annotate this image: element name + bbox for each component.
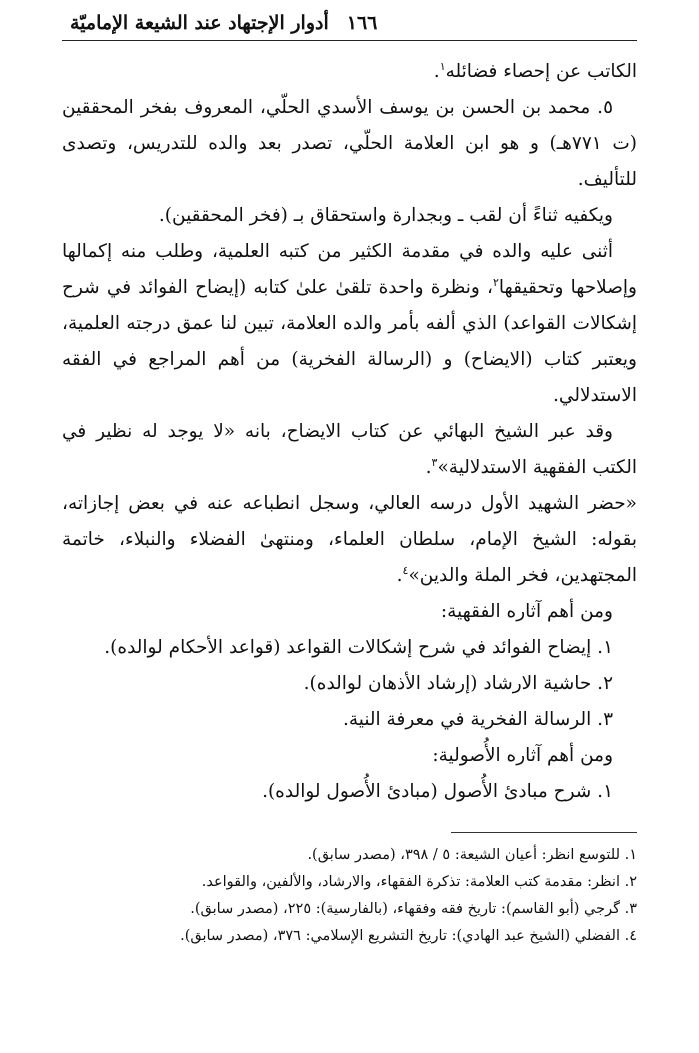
page-number: ١٦٦ (346, 12, 378, 34)
usul-work-1: ١. شرح مبادئ الأُصول (مبادئ الأُصول لوالده). (262, 781, 613, 802)
fiqh-work-1: ١. إيضاح الفوائد في شرح إشكالات القواعد (قواعد الأحكام لوالده). (104, 637, 613, 658)
footnote-1: ١. للتوسع انظر: أعيان الشيعة: ٥ / ٣٩٨، (مصدر سابق). (307, 847, 637, 863)
footnote-2: ٢. انظر: مقدمة كتب العلامة: تذكرة الفقهاء، والارشاد، والألفين، والقواعد. (201, 874, 637, 890)
footnote-rule (451, 832, 637, 833)
running-title: أدوار الإجتهاد عند الشيعة الإماميّة (70, 12, 329, 34)
paragraph-3: ويكفيه ثناءً أن لقب ـ وبجدارة واستحقاق بـ (فخر المحققين). (158, 205, 613, 226)
paragraph-4-text-a: أثنى عليه والده في مقدمة الكثير من كتبه العلمية، وطلب منه إكمالها وإصلاحها وتحقيقها (62, 241, 637, 298)
fiqh-work-2: ٢. حاشية الارشاد (إرشاد الأذهان لوالده). (303, 673, 613, 694)
quote-paragraph: «حضر الشهيد الأول درسه العالي، وسجل انطباعه عنه في بعض إجازاته، بقوله: الشيخ الإمام، سلطان العلماء، ومنتهىٰ الفضلاء والنبلاء، خاتمة المجتهدين، فخر الملة والدين»$^٤$. (62, 493, 637, 586)
running-header (70, 8, 629, 38)
footnote-ref-4: ٤ (402, 563, 409, 577)
fiqh-works-heading: ومن أهم آثاره الفقهية: (440, 601, 613, 622)
fiqh-work-3: ٣. الرسالة الفخرية في معرفة النية. (342, 709, 613, 730)
quote-text: «حضر الشهيد الأول درسه العالي، وسجل انطباعه عنه في بعض إجازاته، بقوله: الشيخ الإمام، سلطان العلماء، ومنتهىٰ الفضلاء والنبلاء، خاتمة المجتهدين، فخر الملة والدين» (62, 493, 637, 586)
paragraph-1-text: الكاتب عن إحصاء فضائله (445, 61, 637, 82)
paragraph-1: الكاتب عن إحصاء فضائله$^١$. (433, 59, 637, 82)
header-rule (62, 40, 637, 41)
footnote-3: ٣. گرجي (أبو القاسم): تاريخ فقه وفقهاء، (بالفارسية): ٢٢٥، (مصدر سابق). (190, 901, 637, 917)
paragraph-4-text-b: ، ونظرة واحدة تلقىٰ علىٰ كتابه (إيضاح الفوائد في شرح إشكالات القواعد) الذي ألفه بأمر والده العلامة، تبين لنا عمق درجته العلمية، ويعتبر كتاب (الايضاح) و (الرسالة الفخرية) من أهم المراجع في الفقه الاستدلالي. (62, 277, 637, 406)
paragraph-4 (62, 234, 637, 414)
footnote-4: ٤. الفضلي (الشيخ عبد الهادي): تاريخ التشريع الإسلامي: ٣٧٦، (مصدر سابق). (180, 928, 637, 944)
footnote-ref-2: ٢ (493, 275, 499, 289)
main-text (62, 54, 637, 810)
footnote-ref-1: ١ (439, 59, 446, 73)
usul-works-heading: ومن أهم آثاره الأُصولية: (432, 745, 613, 766)
paragraph-2: ٥. محمد بن الحسن بن يوسف الأسدي الحلّي، المعروف بفخر المحققين (ت ٧٧١هـ) و هو ابن العلامة الحلّي، تصدر بعد والده للتدريس، وتصدى للتأليف. (62, 97, 638, 190)
footnotes (62, 842, 637, 950)
paragraph-5: وقد عبر الشيخ البهائي عن كتاب الايضاح، بانه «لا يوجد له نظير في الكتب الفقهية الاستدلالية»$^٣$. (62, 421, 637, 478)
paragraph-5-text: وقد عبر الشيخ البهائي عن كتاب الايضاح، بانه «لا يوجد له نظير في الكتب الفقهية الاستدلالية» (62, 421, 637, 478)
footnote-ref-3: ٣ (431, 455, 438, 469)
